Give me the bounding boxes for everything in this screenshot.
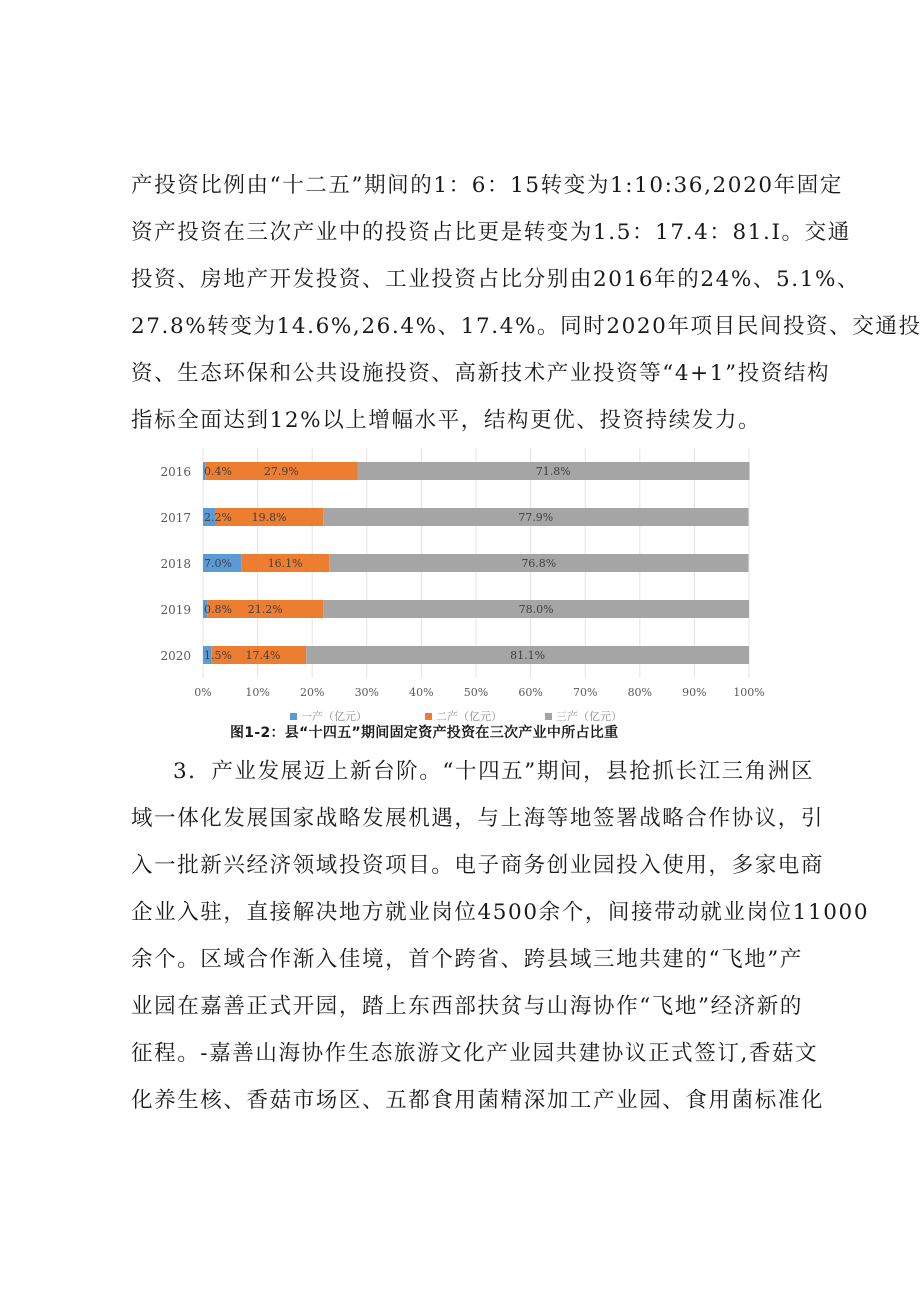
x-tick-label: 30% (354, 686, 380, 699)
data-label: 77.9% (518, 511, 554, 524)
data-label: 19.8% (251, 511, 287, 524)
x-tick-label: 90% (682, 686, 707, 699)
legend-swatch (290, 713, 297, 720)
text-line: 企业入驻，直接解决地方就业岗位4500余个，间接带动就业岗位11000 (131, 900, 870, 925)
text-line: 业园在嘉善正式开园，踏上东西部扶贫与山海协作“飞地”经济新的 (131, 994, 803, 1019)
x-tick-label: 80% (627, 686, 653, 699)
data-label: 0.4% (204, 465, 232, 478)
text-line: 产投资比例由“十二五”期间的1：6：15转变为1:10:36,2020年固定 (131, 173, 843, 198)
x-tick-label: 50% (463, 686, 489, 699)
stacked-bar-chart (150, 438, 770, 728)
text-line: 投资、房地产开发投资、工业投资占比分别由2016年的24%、5.1%、 (131, 267, 861, 292)
legend-label: 三产（亿元） (556, 710, 622, 723)
data-label: 2.2% (204, 511, 232, 524)
text-line: 指标全面达到12%以上增幅水平，结构更优、投资持续发力。 (131, 408, 762, 433)
paragraph-industry-development (131, 748, 870, 1124)
category-label: 2017 (160, 511, 191, 525)
category-label: 2020 (160, 649, 191, 663)
x-tick-label: 0% (194, 686, 212, 699)
text-line: 3．产业发展迈上新台阶。“十四五”期间，县抢抓长江三角洲区 (173, 759, 815, 784)
legend-label: 二产（亿元） (436, 710, 502, 723)
legend-swatch (425, 713, 432, 720)
data-label: 21.2% (247, 603, 283, 616)
x-tick-label: 20% (299, 686, 325, 699)
data-label: 76.8% (521, 557, 557, 570)
data-label: 0.8% (204, 603, 232, 616)
legend-swatch (545, 713, 552, 720)
data-label: 81.1% (510, 649, 546, 662)
figure-caption: 图1-2：县“十四五”期间固定资产投资在三次产业中所占比重 (230, 725, 619, 741)
category-label: 2016 (160, 465, 191, 479)
text-line: 27.8%转变为14.6%,26.4%、17.4%。同时2020年项目民间投资、交通投 (131, 314, 922, 339)
paragraph-investment-ratio (131, 162, 922, 444)
text-line: 域一体化发展国家战略发展机遇，与上海等地签署战略合作协议，引 (131, 806, 825, 831)
data-label: 7.0% (204, 557, 232, 570)
x-tick-label: 100% (733, 686, 765, 699)
text-line: 余个。区域合作渐入佳境，首个跨省、跨县域三地共建的“飞地”产 (131, 947, 803, 972)
text-line: 资产投资在三次产业中的投资占比更是转变为1.5：17.4：81.I。交通 (131, 220, 851, 245)
x-tick-label: 70% (572, 686, 598, 699)
category-label: 2018 (160, 557, 191, 571)
text-line: 入一批新兴经济领域投资项目。电子商务创业园投入使用，多家电商 (131, 853, 825, 878)
legend-label: 一产（亿元） (301, 710, 367, 723)
x-tick-label: 40% (409, 686, 434, 699)
x-tick-label: 10% (245, 686, 270, 699)
x-tick-label: 60% (518, 686, 543, 699)
data-label: 16.1% (267, 557, 303, 570)
data-label: 27.9% (263, 465, 299, 478)
data-label: 71.8% (535, 465, 571, 478)
data-label: 1.5% (204, 649, 232, 662)
data-label: 78.0% (518, 603, 554, 616)
data-label: 17.4% (245, 649, 281, 662)
category-label: 2019 (160, 603, 191, 617)
text-line: 资、生态环保和公共设施投资、高新技术产业投资等“4+1”投资结构 (131, 361, 831, 386)
text-line: 化养生核、香菇市场区、五都食用菌精深加工产业园、食用菌标准化 (131, 1088, 825, 1113)
text-line: 征程。-嘉善山海协作生态旅游文化产业园共建协议正式签订,香菇文 (131, 1041, 819, 1066)
